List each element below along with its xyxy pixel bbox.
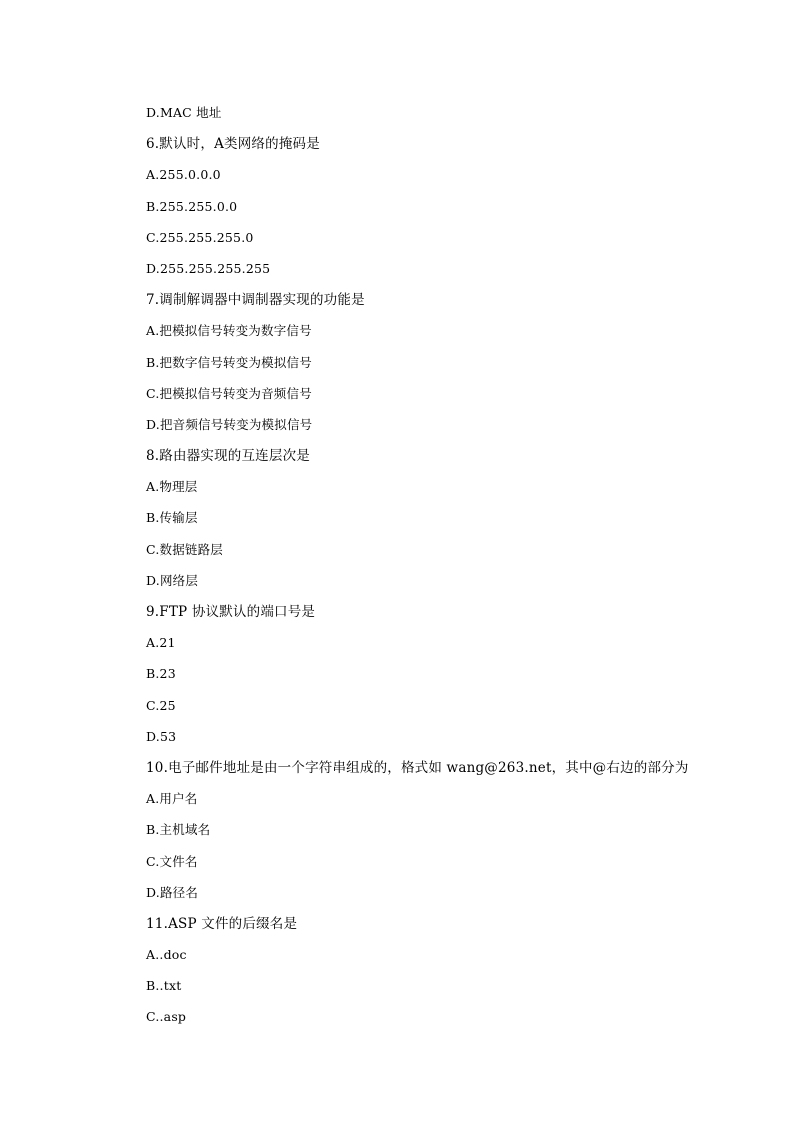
option-line: B.传输层 <box>146 510 198 526</box>
option-line: B.23 <box>146 666 176 682</box>
option-line: B.把数字信号转变为模拟信号 <box>146 354 312 370</box>
option-line: B.255.255.0.0 <box>146 198 238 214</box>
option-line: C.255.255.255.0 <box>146 229 254 245</box>
option-line: D.把音频信号转变为模拟信号 <box>146 416 313 432</box>
option-line: A.255.0.0.0 <box>146 167 221 183</box>
question-line: 11.ASP 文件的后缀名是 <box>146 915 298 932</box>
option-line: C..asp <box>146 1009 187 1025</box>
question-list <box>146 102 766 1038</box>
question-line: 7.调制解调器中调制器实现的功能是 <box>146 292 365 309</box>
question-line: 8.路由器实现的互连层次是 <box>146 448 310 465</box>
option-line: B.主机域名 <box>146 822 211 838</box>
question-line: 10.电子邮件地址是由一个字符串组成的，格式如 wang@263.net，其中@右边的部分为 <box>146 759 689 776</box>
question-line: 6.默认时，A类网络的掩码是 <box>146 136 320 153</box>
option-line: D.255.255.255.255 <box>146 260 271 276</box>
option-line: C.数据链路层 <box>146 541 223 557</box>
option-line: D.53 <box>146 728 177 744</box>
option-line: B..txt <box>146 978 182 994</box>
option-line: A.把模拟信号转变为数字信号 <box>146 323 312 339</box>
option-line: D.路径名 <box>146 884 199 900</box>
option-line: A.21 <box>146 635 176 651</box>
option-line: D.网络层 <box>146 572 199 588</box>
option-line: C.25 <box>146 697 176 713</box>
option-line: D.MAC 地址 <box>146 105 222 120</box>
question-line: 9.FTP 协议默认的端口号是 <box>146 604 316 620</box>
option-line: A..doc <box>146 947 187 963</box>
option-line: C.把模拟信号转变为音频信号 <box>146 385 312 401</box>
option-line: A.物理层 <box>146 479 198 495</box>
option-line: C.文件名 <box>146 853 198 869</box>
option-line: A.用户名 <box>146 791 198 807</box>
